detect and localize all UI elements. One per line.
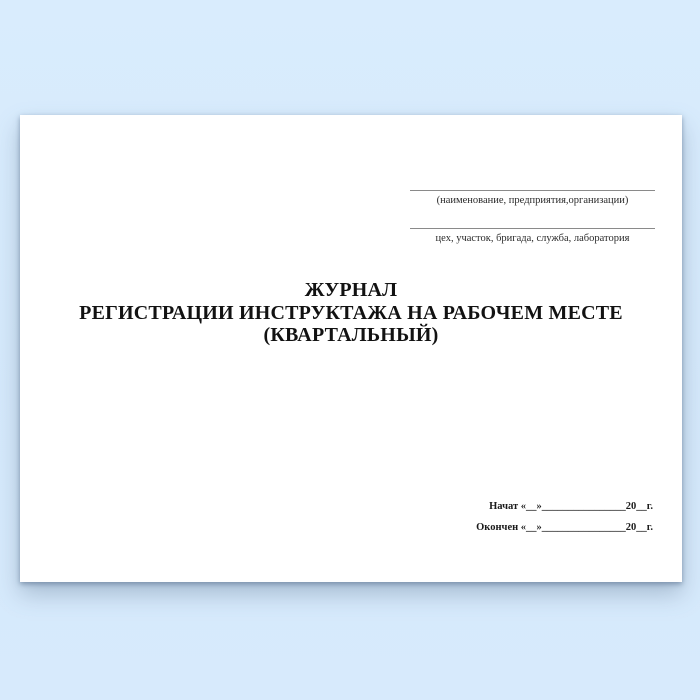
organization-name-field [410,190,655,207]
journal-title-line-2: РЕГИСТРАЦИИ ИНСТРУКТАЖА НА РАБОЧЕМ МЕСТЕ [79,301,623,324]
department-field [410,228,655,245]
journal-title-line-3: (КВАРТАЛЬНЫЙ) [263,324,439,346]
journal-cover-page [20,115,682,582]
date-finished-line: Окончен «__»________________20__г. [476,522,653,533]
organization-name-caption: (наименование, предприятия,организации) [436,195,629,206]
department-caption: цех, участок, бригада, служба, лаборатория [435,233,630,244]
journal-title-line-1: ЖУРНАЛ [304,279,398,301]
date-started-line: Начат «__»________________20__г. [489,501,653,512]
organization-fill-in-block [410,190,655,266]
journal-dates-block [476,496,653,538]
journal-title [20,279,682,347]
